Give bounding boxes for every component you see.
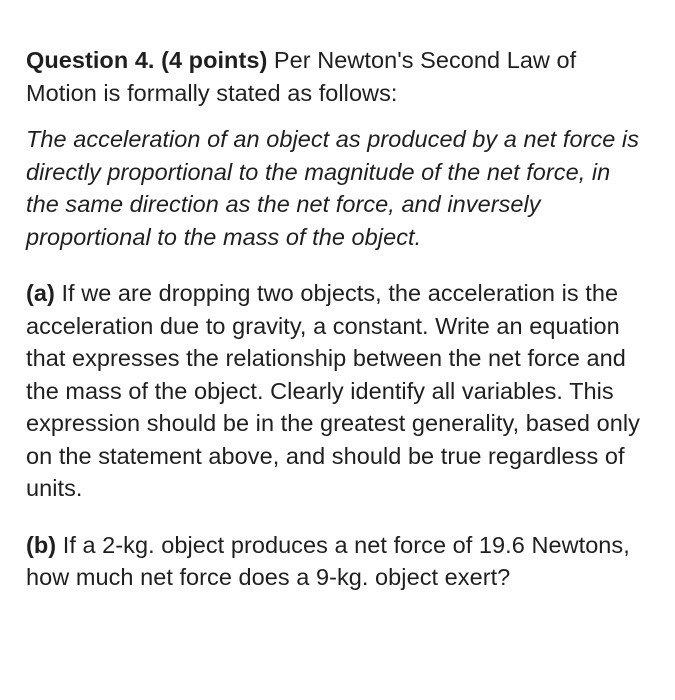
question-label: Question 4. (4 points)	[26, 47, 268, 73]
part-b-text: If a 2-kg. object produces a net force of 19.6 Newtons, how much net force does a 9-kg. object exert?	[26, 531, 630, 590]
question-intro: Per Newton's Second Law of Motion is formally stated as follows:	[26, 47, 577, 106]
part-a	[26, 277, 647, 505]
law-statement: The acceleration of an object as produced by a net force is directly proportional to the magnitude of the net force, in the same direction as the net force, and inversely proportional to the mass of the object.	[26, 126, 640, 250]
part-b	[26, 529, 647, 594]
part-a-text: If we are dropping two objects, the acceleration is the acceleration due to gravity, a constant. Write an equation that expresses the relationship between the net force and the mass of the object. Clearly identify all variables. This expression should be in the greatest generality, based only on the statement above, and should be true regardless of units.	[26, 280, 640, 501]
question-header	[26, 44, 647, 109]
part-a-label: (a)	[26, 280, 55, 306]
part-b-label: (b)	[26, 531, 57, 558]
